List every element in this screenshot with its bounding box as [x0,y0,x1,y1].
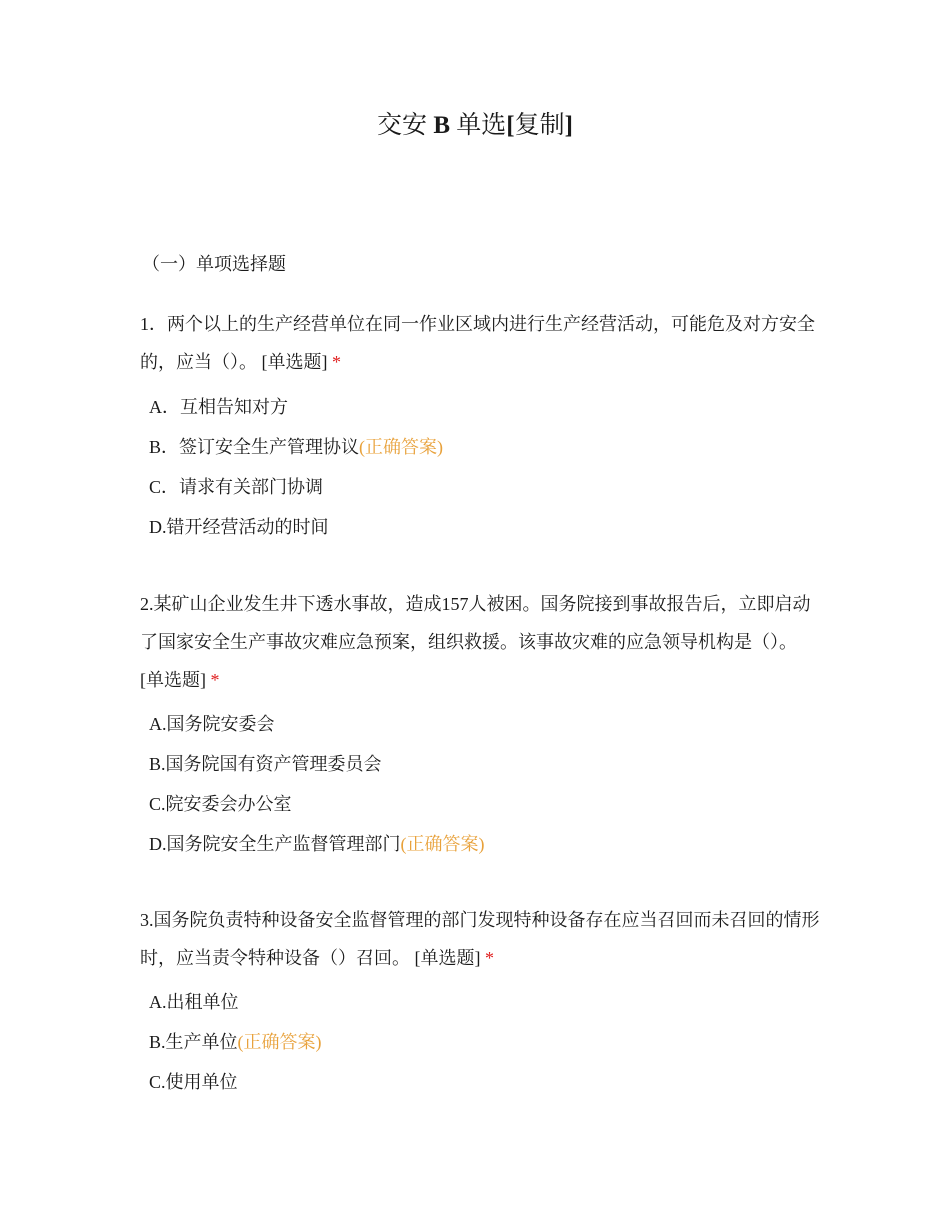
option-label: A.国务院安委会 [149,714,275,734]
option-label: C.使用单位 [149,1072,238,1092]
option-a[interactable] [140,982,820,1022]
question-2 [140,585,820,864]
option-a[interactable] [140,387,820,427]
title-copy: 复制 [514,112,565,139]
question-text [140,901,820,977]
question-3-text: 3.国务院负责特种设备安全监督管理的部门发现特种设备存在应当召回而未召回的情形时，应当责令特种设备（）召回。 [140,910,820,968]
question-2-text: 2.某矿山企业发生井下透水事故，造成157人被困。国务院接到事故报告后，立即启动了国家安全生产事故灾难应急预案，组织救援。该事故灾难的应急领导机构是（）。 [140,594,811,652]
option-label: D.错开经营活动的时间 [149,517,329,537]
question-3 [140,901,820,1102]
options-list [140,387,820,547]
question-text [140,585,820,699]
option-b[interactable] [140,427,820,467]
required-asterisk: * [332,352,341,372]
option-label: B.国务院国有资产管理委员会 [149,754,382,774]
section-heading: （一）单项选择题 [142,254,286,274]
title-middle: 单选 [456,112,507,139]
title-b: B [433,112,450,139]
question-type-label: [单选题] [414,948,481,968]
option-label: B．签订安全生产管理协议 [149,437,360,457]
options-list [140,704,820,864]
title-prefix: 交安 [377,112,428,139]
required-asterisk: * [210,670,220,690]
question-text [140,305,820,381]
options-list [140,982,820,1102]
title-bracket-close: ] [564,112,573,139]
correct-answer-tag: (正确答案) [400,834,485,854]
option-label: A．互相告知对方 [149,397,288,417]
question-type-label: [单选题] [261,352,328,372]
option-c[interactable] [140,467,820,507]
question-type-label: [单选题] [140,670,206,690]
option-label: A.出租单位 [149,992,239,1012]
option-c[interactable] [140,784,820,824]
option-a[interactable] [140,704,820,744]
option-label: B.生产单位 [149,1032,238,1052]
correct-answer-tag: (正确答案) [237,1032,322,1052]
option-b[interactable] [140,744,820,784]
correct-answer-tag: (正确答案) [359,437,444,457]
option-d[interactable] [140,824,820,864]
option-d[interactable] [140,507,820,547]
option-label: C．请求有关部门协调 [149,477,324,497]
option-b[interactable] [140,1022,820,1062]
option-c[interactable] [140,1062,820,1102]
title-bracket-open: [ [506,112,515,139]
required-asterisk: * [485,948,494,968]
question-1 [140,305,820,547]
option-label: D.国务院安全生产监督管理部门 [149,834,401,854]
option-label: C.院安委会办公室 [149,794,292,814]
page-title [0,108,950,144]
question-1-text: 1．两个以上的生产经营单位在同一作业区域内进行生产经营活动，可能危及对方安全的，应当（）。 [140,314,815,372]
